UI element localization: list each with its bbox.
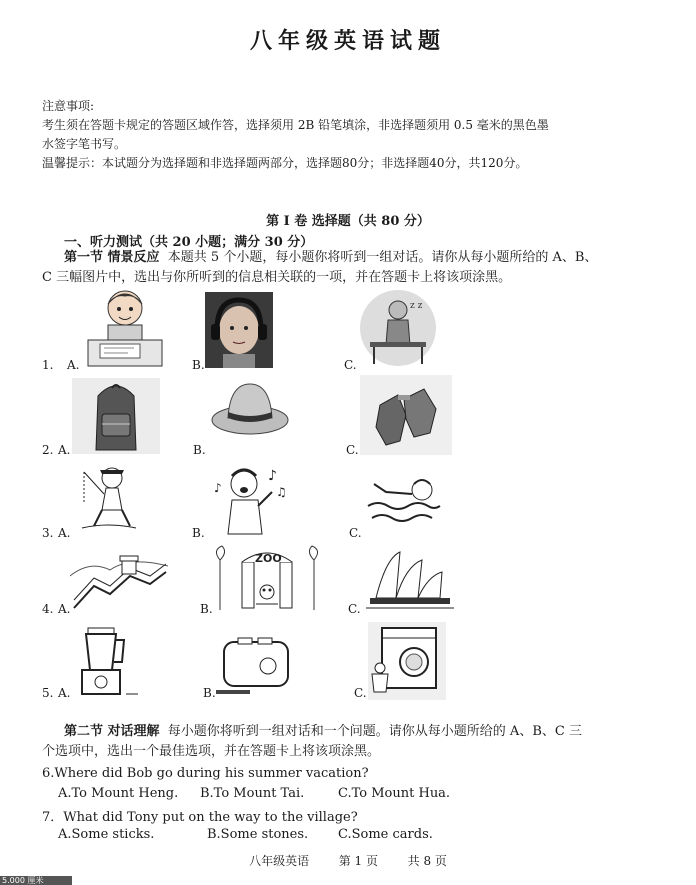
row2-label-c: C.	[346, 443, 359, 457]
gloves-picture	[360, 375, 452, 455]
row2-label-a: A.	[58, 443, 71, 457]
q7-option-b: B.Some stones.	[207, 827, 309, 842]
page-title: 八年级英语试题	[249, 28, 446, 54]
notes-line-3: 温馨提示：本试题分为选择题和非选择题两部分，选择题80分；非选择题40分，共120分。	[42, 156, 528, 170]
row1-label-c: C.	[344, 358, 357, 372]
section1-instructions-a: 本题共 5 个小题，每小题你将听到一组对话。请你从每小题所给的 A、B、	[167, 250, 598, 265]
row4-number: 4.	[42, 602, 54, 616]
part1-title: 一、听力测试（共 20 小题；满分 30 分）	[64, 235, 314, 250]
row3-label-b: B.	[192, 526, 205, 540]
boy-fishing-picture	[78, 462, 140, 532]
washing-machine-picture	[368, 622, 446, 700]
row3-number: 3.	[42, 526, 54, 540]
question-7: 7．What did Tony put on the way to the village?	[42, 810, 358, 825]
section1-instructions-b: C 三幅图片中，选出与你所听到的信息相关联的一项，并在答题卡上将该项涂黑。	[42, 270, 512, 285]
row4-label-a: A.	[58, 602, 71, 616]
footer-total: 共 8 页	[407, 854, 447, 868]
section2-instructions	[42, 722, 656, 762]
notes-block	[42, 97, 662, 173]
q7-option-a: A.Some sticks.	[58, 827, 155, 842]
blender-picture	[76, 626, 140, 698]
q6-option-a: A.To Mount Heng.	[58, 786, 179, 801]
notes-line-1: 考生须在答题卡规定的答题区域作答，选择须用 2B 铅笔填涂，非选择题须用 0.5 毫米的黑色墨	[42, 118, 549, 132]
notes-heading: 注意事项:	[42, 99, 95, 113]
q6-option-c: C.To Mount Hua.	[338, 786, 451, 801]
opera-house-picture	[366, 548, 454, 610]
footer-page: 第 1 页	[338, 854, 378, 868]
svg-text:♪: ♪	[268, 468, 277, 484]
student-desk-picture	[358, 290, 438, 368]
backpack-picture	[72, 378, 160, 454]
boy-singing-picture	[210, 462, 292, 538]
row5-label-a: A.	[58, 686, 71, 700]
section2-instructions-a: 每小题你将听到一组对话和一个问题。请你从每小题所给的 A、B、C 三	[167, 724, 582, 739]
footer-subject: 八年级英语	[249, 854, 310, 868]
boy-drawing-picture	[80, 284, 170, 370]
row2-number: 2.	[42, 443, 54, 457]
q6-option-b: B.To Mount Tai.	[200, 786, 305, 801]
q7-option-c: C.Some cards.	[338, 827, 433, 842]
section2-instructions-b: 个选项中，选出一个最佳选项，并在答题卡上将该项涂黑。	[42, 744, 381, 759]
row3-label-c: C.	[349, 526, 362, 540]
zoo-gate-picture	[212, 540, 322, 612]
svg-text:♪: ♪	[214, 481, 222, 495]
svg-text:z z: z z	[410, 301, 423, 311]
ruler-measure-badge: 5.000 厘米	[0, 876, 72, 885]
swimmer-picture	[366, 476, 442, 524]
great-wall-picture	[70, 546, 168, 612]
section2-name: 第二节 对话理解	[64, 724, 160, 739]
row5-number: 5.	[42, 686, 54, 700]
row2-label-b: B.	[193, 443, 206, 457]
hat-picture	[210, 376, 290, 438]
row5-label-b: B.	[203, 686, 216, 700]
volume-heading: 第 I 卷 选择题（共 80 分）	[266, 214, 430, 229]
row1-number: 1.	[42, 358, 54, 372]
row5-label-c: C.	[354, 686, 367, 700]
row1-label-a: A.	[67, 358, 80, 372]
question-6: 6.Where did Bob go during his summer vacation?	[42, 766, 369, 781]
section1-name: 第一节 情景反应	[64, 250, 160, 265]
row4-label-c: C.	[348, 602, 361, 616]
section1-instructions	[42, 248, 656, 288]
page-footer	[0, 852, 696, 869]
zoo-sign-text: ZOO	[255, 552, 282, 565]
row3-label-a: A.	[58, 526, 71, 540]
notes-line-2: 水签字笔书写。	[42, 137, 127, 151]
toaster-picture	[214, 632, 294, 698]
svg-text:♫: ♫	[276, 485, 287, 499]
girl-headphones-picture	[205, 292, 273, 368]
row4-label-b: B.	[200, 602, 213, 616]
row1-label-b: B.	[192, 358, 205, 372]
